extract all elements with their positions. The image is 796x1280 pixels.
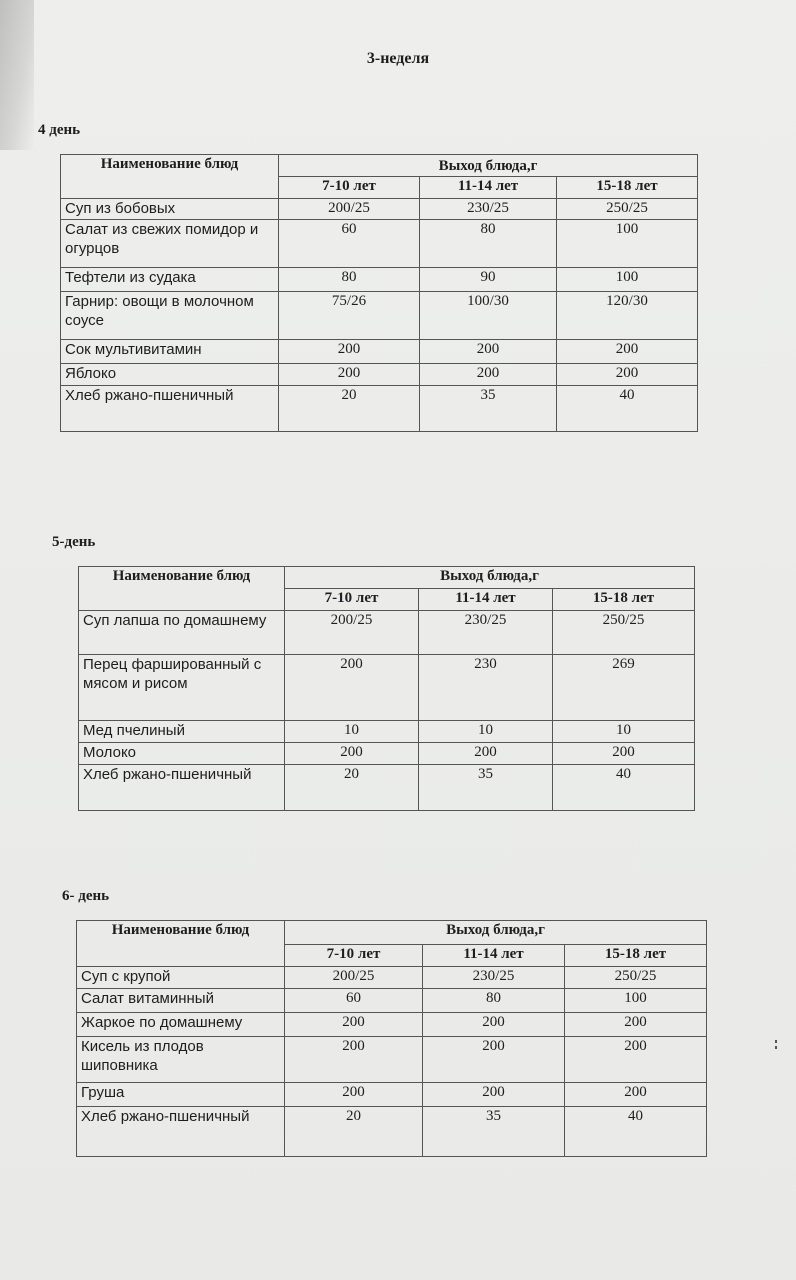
table-row [61, 340, 698, 364]
portion-value: 200 [553, 743, 695, 765]
table-row [61, 292, 698, 340]
table-row [77, 1013, 707, 1037]
portion-value: 250/25 [557, 199, 698, 220]
header-age: 7-10 лет [279, 177, 420, 199]
menu-table-day4 [60, 154, 698, 432]
header-dish-name: Наименование блюд [79, 567, 285, 611]
table-row [79, 611, 695, 655]
portion-value: 230/25 [419, 611, 553, 655]
portion-value: 80 [423, 989, 565, 1013]
portion-value: 200 [423, 1037, 565, 1083]
day-heading: 6- день [62, 888, 110, 904]
portion-value: 100 [565, 989, 707, 1013]
header-age: 7-10 лет [285, 945, 423, 967]
page-edge-shadow [0, 0, 34, 150]
portion-value: 200/25 [285, 967, 423, 989]
portion-value: 200 [279, 364, 420, 386]
header-age: 15-18 лет [553, 589, 695, 611]
dish-name: Хлеб ржано-пшеничный [79, 765, 285, 811]
table-row [77, 1083, 707, 1107]
day-heading: 5-день [52, 534, 96, 550]
portion-value: 200 [285, 655, 419, 721]
portion-value: 200 [285, 1083, 423, 1107]
portion-value: 230/25 [423, 967, 565, 989]
header-dish-name: Наименование блюд [77, 921, 285, 967]
portion-value: 60 [279, 220, 420, 268]
dish-name: Хлеб ржано-пшеничный [61, 386, 279, 432]
header-age: 15-18 лет [565, 945, 707, 967]
portion-value: 75/26 [279, 292, 420, 340]
header-dish-name: Наименование блюд [61, 155, 279, 199]
portion-value: 40 [565, 1107, 707, 1157]
dish-name: Суп лапша по домашнему [79, 611, 285, 655]
portion-value: 200 [420, 340, 557, 364]
portion-value: 40 [557, 386, 698, 432]
header-output: Выход блюда,г [279, 155, 698, 177]
paper-specks [775, 1040, 779, 1054]
dish-name: Хлеб ржано-пшеничный [77, 1107, 285, 1157]
portion-value: 10 [553, 721, 695, 743]
dish-name: Сок мультивитамин [61, 340, 279, 364]
portion-value: 200 [565, 1013, 707, 1037]
table-row [61, 386, 698, 432]
dish-name: Мед пчелиный [79, 721, 285, 743]
portion-value: 20 [285, 1107, 423, 1157]
portion-value: 200 [565, 1083, 707, 1107]
portion-value: 35 [420, 386, 557, 432]
table-row [79, 743, 695, 765]
dish-name: Салат витаминный [77, 989, 285, 1013]
portion-value: 35 [419, 765, 553, 811]
portion-value: 100/30 [420, 292, 557, 340]
header-output: Выход блюда,г [285, 567, 695, 589]
portion-value: 230 [419, 655, 553, 721]
dish-name: Яблоко [61, 364, 279, 386]
portion-value: 200/25 [279, 199, 420, 220]
dish-name: Молоко [79, 743, 285, 765]
header-age: 11-14 лет [423, 945, 565, 967]
dish-name: Суп с крупой [77, 967, 285, 989]
portion-value: 200 [423, 1083, 565, 1107]
table-row [77, 1037, 707, 1083]
portion-value: 20 [285, 765, 419, 811]
portion-value: 200 [279, 340, 420, 364]
table-row [77, 967, 707, 989]
portion-value: 200 [285, 1013, 423, 1037]
header-output: Выход блюда,г [285, 921, 707, 945]
portion-value: 250/25 [565, 967, 707, 989]
dish-name: Груша [77, 1083, 285, 1107]
table-row [77, 989, 707, 1013]
header-age: 7-10 лет [285, 589, 419, 611]
menu-table-day5 [78, 566, 695, 811]
dish-name: Гарнир: овощи в молочном соусе [61, 292, 279, 340]
table-row [61, 199, 698, 220]
page-title: 3-неделя [366, 50, 430, 67]
portion-value: 100 [557, 220, 698, 268]
portion-value: 90 [420, 268, 557, 292]
dish-name: Кисель из плодов шиповника [77, 1037, 285, 1083]
portion-value: 200 [419, 743, 553, 765]
table-row [61, 268, 698, 292]
portion-value: 200 [285, 743, 419, 765]
portion-value: 40 [553, 765, 695, 811]
menu-table-day6 [76, 920, 707, 1157]
table-row [79, 655, 695, 721]
dish-name: Перец фаршированный с мясом и рисом [79, 655, 285, 721]
table-row [61, 220, 698, 268]
portion-value: 60 [285, 989, 423, 1013]
portion-value: 230/25 [420, 199, 557, 220]
dish-name: Тефтели из судака [61, 268, 279, 292]
portion-value: 80 [420, 220, 557, 268]
dish-name: Салат из свежих помидор и огурцов [61, 220, 279, 268]
header-age: 11-14 лет [420, 177, 557, 199]
portion-value: 250/25 [553, 611, 695, 655]
header-age: 15-18 лет [557, 177, 698, 199]
portion-value: 200 [557, 340, 698, 364]
portion-value: 80 [279, 268, 420, 292]
table-row [61, 364, 698, 386]
portion-value: 200 [557, 364, 698, 386]
portion-value: 200/25 [285, 611, 419, 655]
portion-value: 35 [423, 1107, 565, 1157]
portion-value: 120/30 [557, 292, 698, 340]
portion-value: 200 [565, 1037, 707, 1083]
table-row [79, 721, 695, 743]
portion-value: 200 [423, 1013, 565, 1037]
portion-value: 10 [285, 721, 419, 743]
header-age: 11-14 лет [419, 589, 553, 611]
dish-name: Жаркое по домашнему [77, 1013, 285, 1037]
dish-name: Суп из бобовых [61, 199, 279, 220]
portion-value: 100 [557, 268, 698, 292]
table-row [77, 1107, 707, 1157]
portion-value: 200 [420, 364, 557, 386]
table-row [79, 765, 695, 811]
day-heading: 4 день [38, 122, 81, 138]
portion-value: 269 [553, 655, 695, 721]
portion-value: 20 [279, 386, 420, 432]
portion-value: 200 [285, 1037, 423, 1083]
portion-value: 10 [419, 721, 553, 743]
